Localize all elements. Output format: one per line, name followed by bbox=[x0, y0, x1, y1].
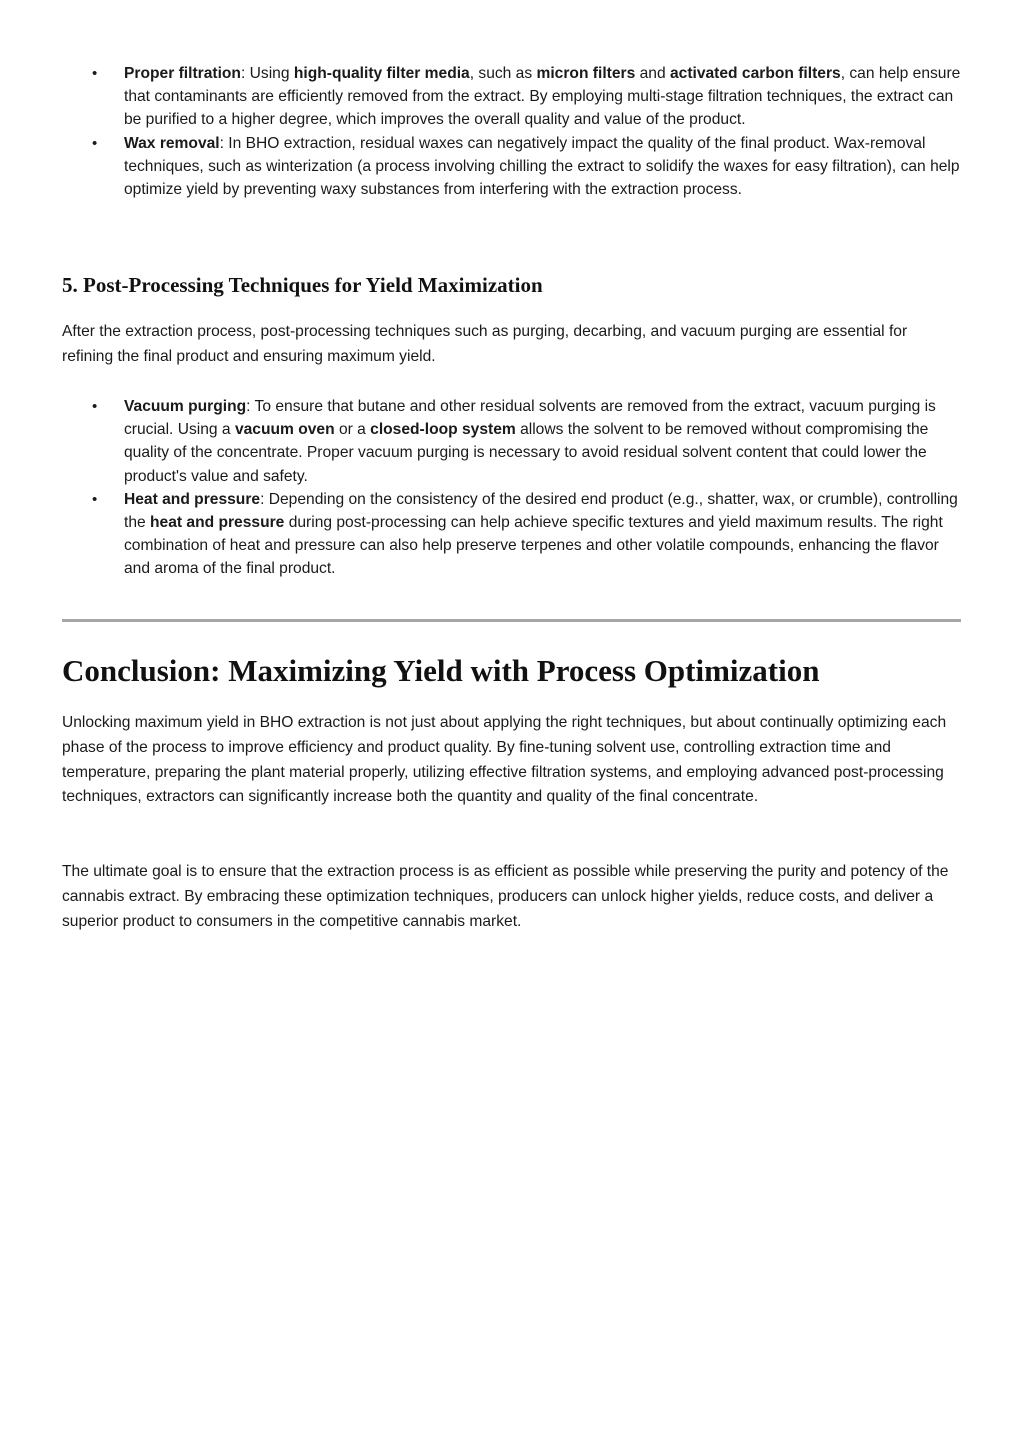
bold-term: Vacuum purging bbox=[124, 398, 247, 415]
text-run: during post-processing can help achieve specific textures and yield maximum results. The right combination of heat and pressure can also help preserve terpenes and other volatile compounds, enhancing the flavor and aroma of the final product. bbox=[124, 514, 943, 578]
bold-term: Wax removal bbox=[124, 134, 220, 152]
bullet-icon: • bbox=[92, 65, 98, 82]
bold-term: closed-loop system bbox=[370, 421, 516, 439]
list-item bbox=[62, 488, 962, 581]
bold-term: Proper filtration bbox=[124, 65, 241, 82]
bold-term: activated carbon filters bbox=[669, 65, 841, 82]
list-item-text bbox=[124, 491, 958, 578]
bold-term: high-quality filter media bbox=[293, 65, 470, 82]
text-run: : In BHO extraction, residual waxes can negatively impact the quality of the final product. Wax-removal techniques, such as winterization (a process involving chilling the extract to solidify the waxes for easy filtration), can help optimize yield by preventing waxy substances from interfering with the extraction process. bbox=[124, 134, 960, 199]
list-item bbox=[62, 62, 962, 132]
section-5-heading: 5. Post-Processing Techniques for Yield Maximization bbox=[62, 273, 543, 297]
bold-term: heat and pressure bbox=[150, 514, 285, 532]
conclusion-paragraph-1: Unlocking maximum yield in BHO extraction is not just about applying the right techniques, but about continually optimizing each phase of the process to improve efficiency and product quality. By fine-tuning solvent use, controlling extraction time and temperature, preparing the plant material properly, utilizing effective filtration systems, and employing advanced post-processing techniques, extractors can significantly increase both the quantity and quality of the final concentrate. bbox=[62, 714, 947, 806]
text-run: : To ensure that butane and other residual solvents are removed from the extract, vacuum purging is crucial. Using a bbox=[124, 398, 936, 439]
bold-term: micron filters bbox=[536, 65, 636, 82]
text-run: allows the solvent to be removed without compromising the quality of the concentrate. Proper vacuum purging is necessary to avoid residual solvent content that could lower the product's value and safety. bbox=[124, 421, 929, 485]
horizontal-divider bbox=[62, 619, 961, 622]
list-item-text bbox=[124, 65, 960, 128]
text-run: or a bbox=[334, 421, 371, 439]
section-5-intro: After the extraction process, post-processing techniques such as purging, decarbing, and vacuum purging are essential for refining the final product and ensuring maximum yield. bbox=[62, 323, 908, 365]
text-run: : Using bbox=[240, 65, 294, 82]
bold-term: vacuum oven bbox=[234, 421, 335, 439]
text-run: , such as bbox=[469, 65, 537, 82]
list-item-text bbox=[124, 398, 936, 485]
bullet-icon: • bbox=[92, 134, 98, 152]
post-processing-bullet-list bbox=[62, 395, 962, 581]
list-item bbox=[62, 132, 962, 202]
text-run: : Depending on the consistency of the desired end product (e.g., shatter, wax, or crumble), controlling the bbox=[124, 490, 958, 532]
bullet-icon: • bbox=[92, 490, 98, 508]
text-run: , can help ensure that contaminants are efficiently removed from the extract. By employing multi-stage filtration techniques, the extract can be purified to a higher degree, which improves the overall quality and value of the product. bbox=[124, 65, 961, 129]
bullet-icon: • bbox=[92, 398, 98, 415]
conclusion-paragraph-2: The ultimate goal is to ensure that the extraction process is as efficient as possible while preserving the purity and potency of the cannabis extract. By embracing these optimization techniques, producers can unlock higher yields, reduce costs, and deliver a superior product to consumers in the competitive cannabis market. bbox=[62, 863, 949, 930]
bold-term: Heat and pressure bbox=[124, 490, 261, 508]
list-item-text bbox=[124, 135, 960, 198]
text-run: and bbox=[635, 65, 670, 82]
list-item bbox=[62, 395, 962, 488]
filtration-bullet-list bbox=[62, 62, 962, 201]
conclusion-heading: Conclusion: Maximizing Yield with Process Optimization bbox=[62, 653, 820, 688]
